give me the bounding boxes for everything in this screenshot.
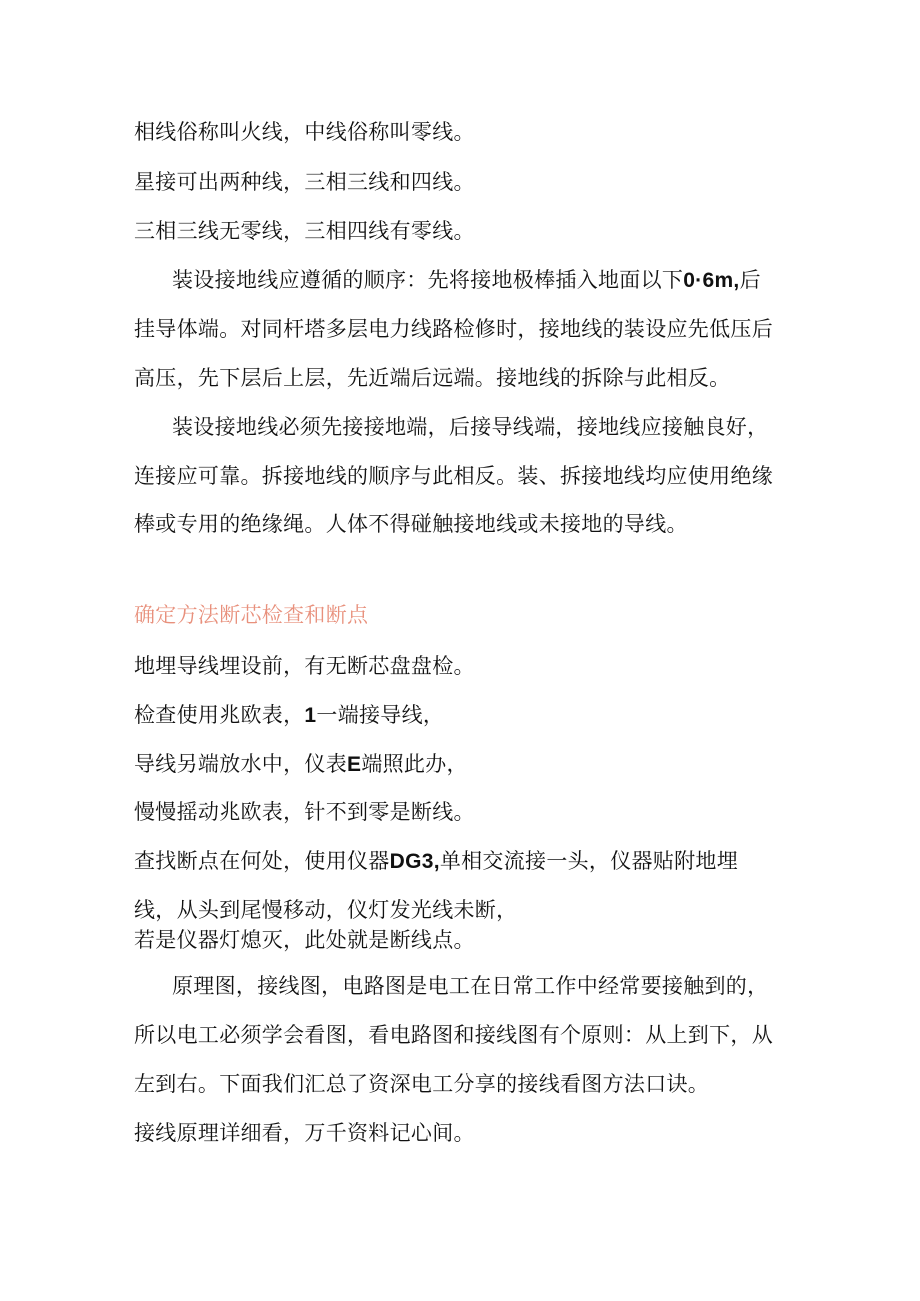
- rhyme-line: 地埋导线埋设前，有无断芯盘盘检。: [134, 654, 475, 678]
- paragraph-line: 原理图，接线图，电路图是电工在日常工作中经常要接触到的，: [172, 974, 769, 998]
- terminal-label: 1: [304, 704, 317, 727]
- paragraph-line: 左到右。下面我们汇总了资深电工分享的接线看图方法口诀。: [134, 1072, 710, 1096]
- text-run: 查找断点在何处，使用仪器: [134, 849, 390, 873]
- rhyme-line: [134, 750, 468, 779]
- paragraph-line: 装设接地线必须先接接地端，后接导线端，接地线应接触良好，: [172, 415, 769, 439]
- instrument-model: DG3,: [389, 850, 440, 873]
- text-run: 一端接导线，: [316, 703, 445, 727]
- rhyme-line: [134, 847, 738, 876]
- depth-value: 0·6m,: [683, 269, 740, 292]
- paragraph-line: 高压，先下层后上层，先近端后远端。接地线的拆除与此相反。: [134, 366, 731, 390]
- rhyme-line: 若是仪器灯熄灭，此处就是断线点。: [134, 928, 475, 952]
- text-run: 后: [739, 268, 761, 292]
- text-run: 导线另端放水中，仪表: [134, 752, 347, 776]
- text-run: 端照此办，: [361, 752, 468, 776]
- closing-line: 接线原理详细看，万千资料记心间。: [134, 1121, 475, 1145]
- text-run: 单相交流接一头，仪器贴附地埋: [439, 849, 739, 873]
- paragraph-line: [172, 266, 761, 295]
- rhyme-line: [134, 701, 444, 730]
- text-run: 检查使用兆欧表，: [134, 703, 305, 727]
- paragraph-line: 连接应可靠。拆接地线的顺序与此相反。装、拆接地线均应使用绝缘: [134, 464, 773, 488]
- intro-line-3: 三相三线无零线，三相四线有零线。: [134, 219, 475, 243]
- intro-line-1: 相线俗称叫火线，中线俗称叫零线。: [134, 120, 475, 144]
- paragraph-line: 挂导体端。对同杆塔多层电力线路检修时，接地线的装设应先低压后: [134, 317, 773, 341]
- section-heading: 确定方法断芯检查和断点: [134, 603, 369, 627]
- paragraph-line: 所以电工必须学会看图，看电路图和接线图有个原则：从上到下，从: [134, 1023, 773, 1047]
- intro-line-2: 星接可出两种线，三相三线和四线。: [134, 170, 475, 194]
- paragraph-line: 棒或专用的绝缘绳。人体不得碰触接地线或未接地的导线。: [134, 512, 688, 536]
- rhyme-line: 慢慢摇动兆欧表，针不到零是断线。: [134, 800, 475, 824]
- rhyme-line: 线，从头到尾慢移动，仪灯发光线未断，: [134, 898, 518, 922]
- terminal-label: E: [347, 753, 362, 776]
- text-run: 装设接地线应遵循的顺序：先将接地极棒插入地面以下: [172, 268, 684, 292]
